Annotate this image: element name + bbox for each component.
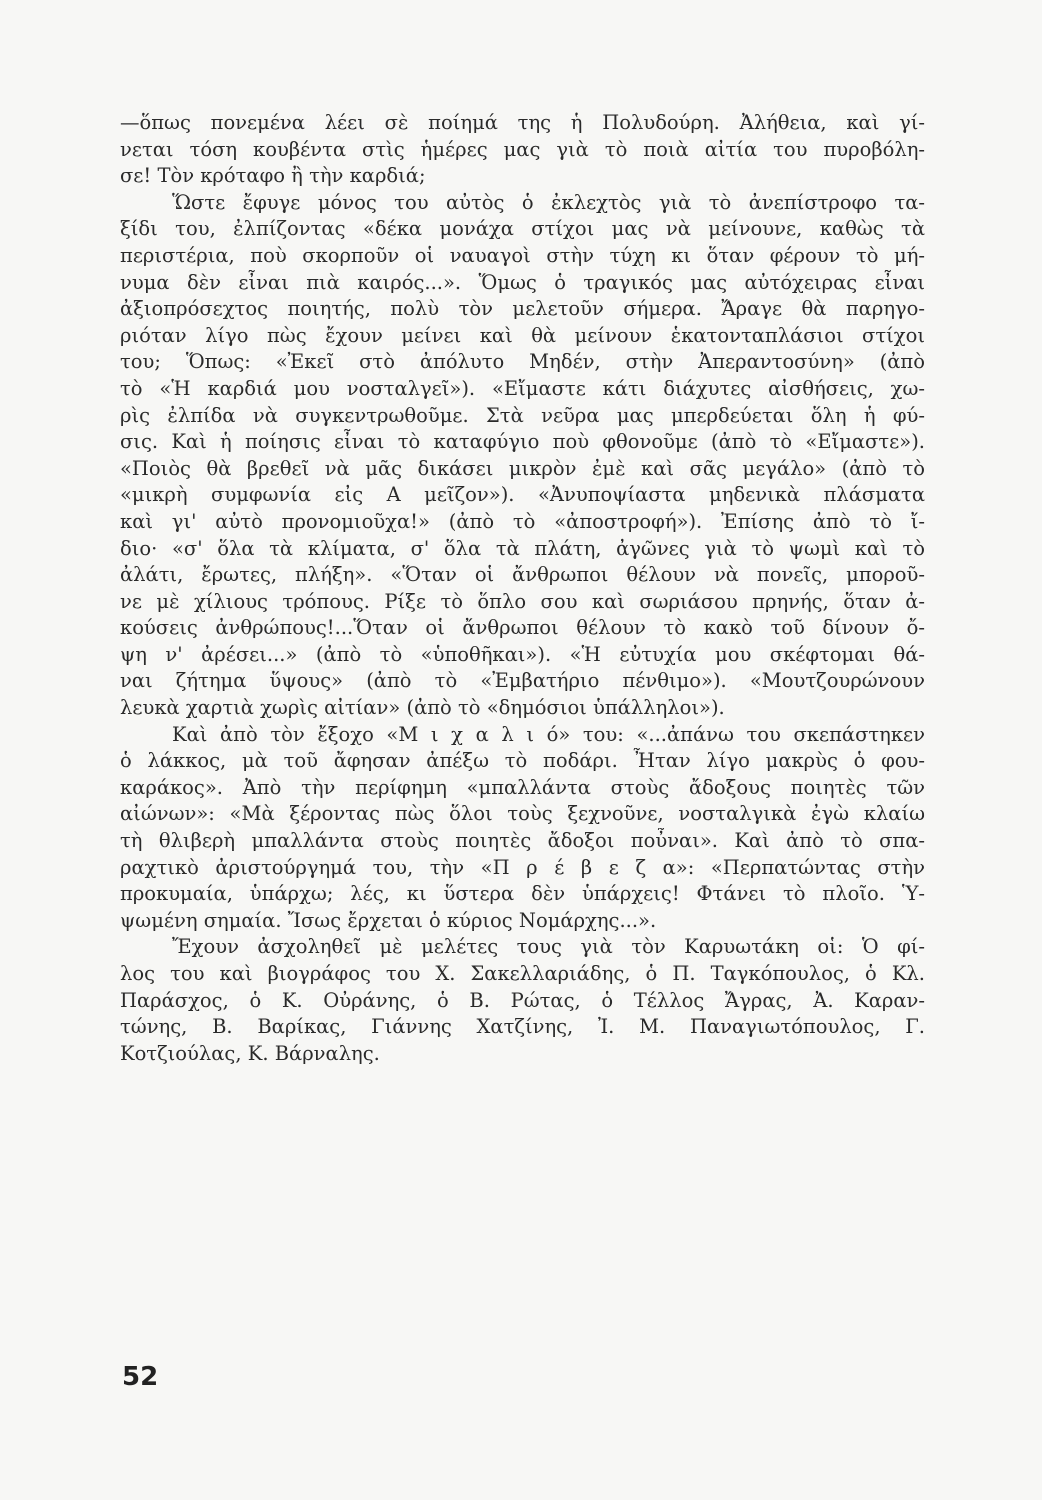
text-line: ἀλάτι, ἔρωτες, πλήξη». «Ὅταν οἱ ἄνθρωποι θέλουν νὰ πονεῖς, μποροῦ- (120, 563, 925, 587)
text-line: «μικρὴ συμφωνία εἰς Α μεῖζον»). «Ἀνυποψίαστα μηδενικὰ πλάσματα (120, 483, 925, 507)
text-line: ρὶς ἐλπίδα νὰ συγκεντρωθοῦμε. Στὰ νεῦρα μας μπερδεύεται ὅλη ἡ φύ- (120, 403, 925, 427)
text-line: καὶ γι' αὐτὸ προνομιοῦχα!» (ἀπὸ τὸ «ἀποστροφή»). Ἐπίσης ἀπὸ τὸ ἴ- (120, 509, 925, 533)
text-line: τώνης, Β. Βαρίκας, Γιάννης Χατζίνης, Ἰ. Μ. Παναγιωτόπουλος, Γ. (120, 1015, 925, 1039)
text-line: «Ποιὸς θὰ βρεθεῖ νὰ μᾶς δικάσει μικρὸν ἐμὲ καὶ σᾶς μεγάλο» (ἀπὸ τὸ (120, 456, 925, 480)
text-line: Παράσχος, ὁ Κ. Οὐράνης, ὁ Β. Ρώτας, ὁ Τέλλος Ἄγρας, Ἀ. Καραν- (120, 988, 925, 1012)
text-line: αἰώνων»: «Μὰ ξέροντας πὼς ὅλοι τοὺς ξεχνοῦνε, νοσταλγικὰ ἐγὼ κλαίω (120, 802, 925, 826)
text-line: τὴ θλιβερὴ μπαλλάντα στοὺς ποιητὲς ἄδοξοι ποὖναι». Καὶ ἀπὸ τὸ σπα- (120, 829, 925, 853)
text-line: ξίδι του, ἐλπίζοντας «δέκα μονάχα στίχοι μας νὰ μείνουνε, καθὼς τὰ (120, 217, 925, 241)
text-line: Ἔχουν ἀσχοληθεῖ μὲ μελέτες τους γιὰ τὸν Καρυωτάκη οἱ: Ὁ φί- (172, 935, 925, 959)
text-line: τὸ «Ἡ καρδιά μου νοσταλγεῖ»). «Εἴμαστε κάτι διάχυτες αἰσθήσεις, χω- (120, 376, 925, 400)
text-line: διο· «σ' ὅλα τὰ κλίματα, σ' ὅλα τὰ πλάτη, ἀγῶνες γιὰ τὸ ψωμὶ καὶ τὸ (120, 536, 925, 560)
text-line: ἀξιοπρόσεχτος ποιητής, πολὺ τὸν μελετοῦν σήμερα. Ἄραγε θὰ παρηγο- (120, 297, 925, 321)
text-line: κούσεις ἀνθρώπους!...Ὅταν οἱ ἄνθρωποι θέλουν τὸ κακὸ τοῦ δίνουν ὄ- (120, 616, 925, 640)
text-line: ψωμένη σημαία. Ἴσως ἔρχεται ὁ κύριος Νομάρχης...». (120, 908, 657, 932)
text-line: περιστέρια, ποὺ σκορποῦν οἱ ναυαγοὶ στὴν τύχη κι ὅταν φέρουν τὸ μή- (120, 243, 925, 267)
text-line: ραχτικὸ ἀριστούργημά του, τὴν «Π ρ έ β ε ζ α»: «Περπατώντας στὴν (120, 855, 925, 879)
text-line: προκυμαία, ὑπάρχω; λές, κι ὕστερα δὲν ὑπάρχεις! Φτάνει τὸ πλοῖο. Ὑ- (120, 882, 925, 906)
body-text (120, 110, 925, 1067)
text-line: λος του καὶ βιογράφος του Χ. Σακελλαριάδης, ὁ Π. Ταγκόπουλος, ὁ Κλ. (120, 962, 925, 985)
text-line: ναι ζήτημα ὕψους» (ἀπὸ τὸ «Ἐμβατήριο πένθιμο»). «Μουτζουρώνουν (120, 669, 925, 693)
text-line: —ὅπως πονεμένα λέει σὲ ποίημά της ἡ Πολυδούρη. Ἀλήθεια, καὶ γί- (120, 111, 925, 134)
text-line: Ὥστε ἔφυγε μόνος του αὐτὸς ὁ ἐκλεχτὸς γιὰ τὸ ἀνεπίστροφο τα- (172, 190, 925, 214)
text-line: λευκὰ χαρτιὰ χωρὶς αἰτίαν» (ἀπὸ τὸ «δημόσιοι ὑπάλληλοι»). (120, 696, 725, 720)
text-line: σε! Τὸν κρόταφο ἢ τὴν καρδιά; (120, 164, 426, 188)
text-line: νε μὲ χίλιους τρόπους. Ρίξε τὸ ὅπλο σου καὶ σωριάσου πρηνής, ὅταν ἀ- (120, 589, 925, 613)
text-line: καράκος». Ἀπὸ τὴν περίφημη «μπαλλάντα στοὺς ἄδοξους ποιητὲς τῶν (120, 775, 925, 799)
text-line: Κοτζιούλας, Κ. Βάρναλης. (120, 1041, 380, 1065)
page-number: 52 (122, 1362, 159, 1392)
text-line: ὁ λάκκος, μὰ τοῦ ἄφησαν ἀπέξω τὸ ποδάρι. Ἦταν λίγο μακρὺς ὁ φου- (120, 749, 925, 773)
text-line: νεται τόση κουβέντα στὶς ἡμέρες μας γιὰ τὸ ποιὰ αἰτία του πυροβόλη- (120, 137, 925, 161)
text-line: Καὶ ἀπὸ τὸν ἔξοχο «Μ ι χ α λ ι ό» του: «...ἀπάνω του σκεπάστηκεν (172, 722, 925, 746)
text-line: ψη ν' ἀρέσει...» (ἀπὸ τὸ «ὑποθῆκαι»). «Ἡ εὐτυχία μου σκέφτομαι θά- (120, 642, 925, 666)
text-line: ριόταν λίγο πὼς ἔχουν μείνει καὶ θὰ μείνουν ἑκατονταπλάσιοι στίχοι (120, 323, 925, 347)
text-line: του; Ὅπως: «Ἐκεῖ στὸ ἀπόλυτο Μηδέν, στὴν Ἀπεραντοσύνη» (ἀπὸ (120, 350, 925, 374)
text-line: σις. Καὶ ἡ ποίησις εἶναι τὸ καταφύγιο ποὺ φθονοῦμε (ἀπὸ τὸ «Εἴμαστε»). (120, 430, 925, 454)
text-line: νυμα δὲν εἶναι πιὰ καιρός...». Ὅμως ὁ τραγικός μας αὐτόχειρας εἶναι (120, 270, 925, 294)
